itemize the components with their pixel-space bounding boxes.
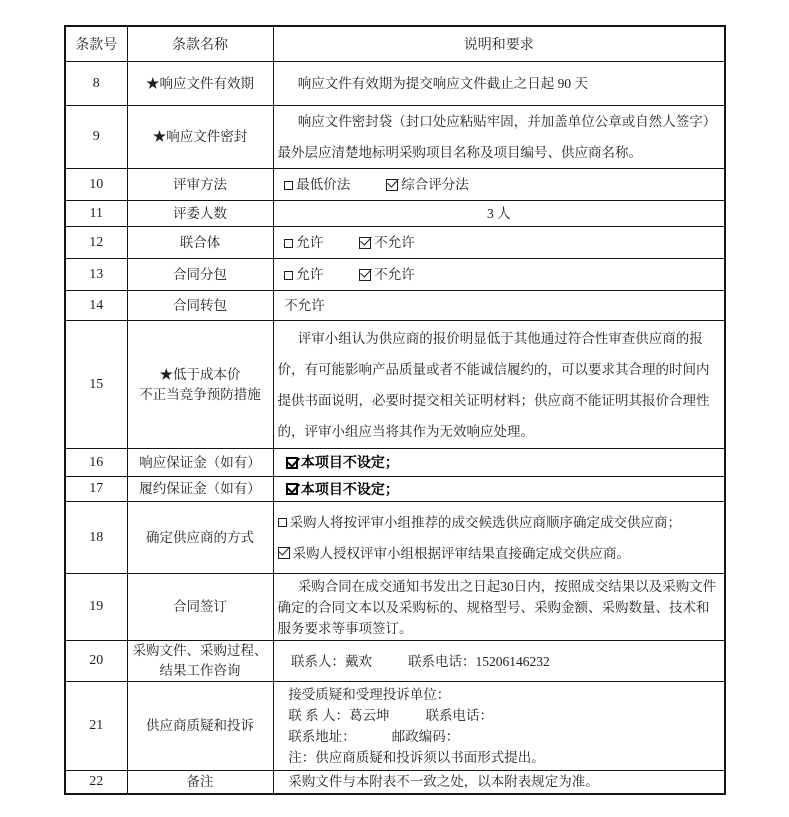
clause-description bbox=[273, 62, 725, 106]
clause-description bbox=[273, 201, 725, 227]
table-row-21 bbox=[65, 682, 725, 771]
table-body bbox=[65, 62, 725, 794]
description-line bbox=[278, 416, 721, 447]
checkbox-checked-icon bbox=[278, 547, 290, 559]
clause-description bbox=[273, 641, 725, 682]
checkbox-unchecked-icon bbox=[284, 239, 293, 248]
header-clause-number: 条款号 bbox=[65, 26, 127, 62]
clause-name-line: 合同转包 bbox=[173, 297, 227, 313]
clause-number: 21 bbox=[65, 682, 127, 771]
table-row-20 bbox=[65, 641, 725, 682]
clause-description bbox=[273, 321, 725, 449]
clause-name-line: 履约保证金（如有） bbox=[139, 481, 261, 496]
checkbox-checked-icon bbox=[359, 269, 371, 281]
description-line bbox=[278, 726, 721, 747]
table-row-10 bbox=[65, 169, 725, 201]
clause-name-line: ★响应文件有效期 bbox=[146, 75, 254, 91]
clause-number: 12 bbox=[65, 227, 127, 259]
clause-name bbox=[127, 641, 273, 682]
text-segment: 联系电话： bbox=[425, 708, 494, 723]
clause-name-line: 合同签订 bbox=[173, 599, 227, 614]
text-segment: 不允许 bbox=[374, 267, 415, 282]
table-row-14 bbox=[65, 291, 725, 321]
text-segment: 采购人将按评审小组推荐的成交候选供应商顺序确定成交供应商； bbox=[289, 514, 681, 530]
checkbox-checked-icon bbox=[286, 457, 298, 469]
text-segment: 最低价法 bbox=[296, 177, 351, 192]
description-line bbox=[278, 576, 721, 597]
description-line bbox=[278, 73, 721, 94]
clause-name-line: ★响应文件密封 bbox=[152, 129, 248, 144]
table-row-15 bbox=[65, 321, 725, 449]
text-segment: 响应文件密封袋（封口处应粘贴牢固，并加盖单位公章或自然人签字） bbox=[297, 114, 717, 129]
text-segment: 的，评审小组应当将其作为无效响应处理。 bbox=[277, 423, 534, 439]
text-segment: 邮政编码： bbox=[391, 729, 460, 744]
clause-description bbox=[273, 169, 725, 201]
clause-name bbox=[127, 62, 273, 106]
text-segment: 价，有可能影响产品质量或者不能诚信履约的，可以要求其合理的时间内 bbox=[277, 361, 710, 377]
text-segment: 允许 bbox=[296, 267, 324, 282]
clause-name bbox=[127, 201, 273, 227]
clause-number: 14 bbox=[65, 291, 127, 321]
checkbox-unchecked-icon bbox=[278, 518, 287, 527]
description-line bbox=[278, 479, 721, 500]
text-segment: 允许 bbox=[296, 235, 324, 250]
header-description: 说明和要求 bbox=[273, 26, 725, 62]
description-line bbox=[278, 354, 721, 385]
clause-name-line: 评委人数 bbox=[173, 205, 227, 221]
text-segment: 联系人：戴欢 bbox=[291, 653, 372, 669]
text-segment: 响应文件有效期为提交响应文件截止之日起 90 天 bbox=[297, 76, 588, 91]
table-row-16 bbox=[65, 449, 725, 477]
description-line bbox=[278, 507, 721, 538]
clause-number: 10 bbox=[65, 169, 127, 201]
text-segment: 本项目不设定； bbox=[300, 454, 399, 470]
text-segment: 服务要求等事项签订。 bbox=[277, 620, 413, 636]
clause-name-line: 采购文件、采购过程、 bbox=[132, 643, 268, 658]
header-clause-name: 条款名称 bbox=[127, 26, 273, 62]
clause-number: 20 bbox=[65, 641, 127, 682]
description-line bbox=[278, 174, 721, 195]
text-segment: 本项目不设定； bbox=[300, 480, 399, 497]
clause-name-line: 结果工作咨询 bbox=[159, 663, 241, 678]
text-segment: 不允许 bbox=[374, 235, 415, 250]
clause-name bbox=[127, 682, 273, 771]
clause-name-line: 合同分包 bbox=[173, 266, 227, 282]
table-row-13 bbox=[65, 259, 725, 291]
clause-number: 19 bbox=[65, 574, 127, 641]
clause-description bbox=[273, 227, 725, 259]
text-segment: 联 系 人：葛云坤 bbox=[288, 708, 390, 723]
clause-number: 16 bbox=[65, 449, 127, 477]
text-segment: 评审小组认为供应商的报价明显低于其他通过符合性审查供应商的报 bbox=[297, 330, 703, 346]
clause-number: 9 bbox=[65, 106, 127, 169]
description-line bbox=[278, 618, 721, 639]
clause-name-line: 不正当竞争预防措施 bbox=[139, 386, 261, 402]
clause-description bbox=[273, 771, 725, 794]
text-segment: 注：供应商质疑和投诉须以书面形式提出。 bbox=[288, 750, 545, 765]
clause-description bbox=[273, 449, 725, 477]
description-line bbox=[278, 232, 721, 253]
checkbox-unchecked-icon bbox=[284, 181, 293, 190]
clause-name bbox=[127, 106, 273, 169]
description-line bbox=[278, 137, 721, 168]
text-segment: 确定的合同文本以及采购标的、规格型号、采购金额、采购数量、技术和 bbox=[277, 599, 710, 615]
description-line bbox=[278, 771, 721, 792]
clause-name bbox=[127, 477, 273, 502]
text-segment: 不允许 bbox=[284, 298, 325, 313]
text-segment: 提供书面说明，必要时提交相关证明材料；供应商不能证明其报价合理性 bbox=[277, 392, 710, 408]
clause-number: 13 bbox=[65, 259, 127, 291]
description-line bbox=[278, 597, 721, 618]
clause-name-line: 联合体 bbox=[179, 234, 221, 250]
description-line bbox=[278, 684, 721, 705]
clause-number: 22 bbox=[65, 771, 127, 794]
clause-name bbox=[127, 291, 273, 321]
table-row-11 bbox=[65, 201, 725, 227]
description-line bbox=[278, 747, 721, 768]
table-row-19 bbox=[65, 574, 725, 641]
clause-name-line: 确定供应商的方式 bbox=[146, 529, 254, 545]
table-header-row bbox=[65, 26, 725, 62]
clause-name bbox=[127, 169, 273, 201]
table-row-22 bbox=[65, 771, 725, 794]
text-segment: 3 人 bbox=[486, 206, 511, 221]
clause-name-line: 响应保证金（如有） bbox=[139, 454, 261, 470]
clause-name bbox=[127, 502, 273, 574]
table-row-9 bbox=[65, 106, 725, 169]
clause-name-line: ★低于成本价 bbox=[159, 366, 241, 382]
text-segment: 联系电话：15206146232 bbox=[408, 653, 550, 669]
description-line bbox=[278, 705, 721, 726]
clause-description bbox=[273, 574, 725, 641]
table-row-8 bbox=[65, 62, 725, 106]
clause-description bbox=[273, 106, 725, 169]
clause-name bbox=[127, 259, 273, 291]
text-segment: 综合评分法 bbox=[401, 177, 469, 192]
checkbox-checked-icon bbox=[359, 237, 371, 249]
text-segment: 采购文件与本附表不一致之处，以本附表规定为准。 bbox=[288, 774, 599, 790]
clause-description bbox=[273, 291, 725, 321]
clause-number: 15 bbox=[65, 321, 127, 449]
clause-number: 18 bbox=[65, 502, 127, 574]
description-line bbox=[278, 538, 721, 569]
checkbox-checked-icon bbox=[286, 483, 298, 495]
clauses-table bbox=[64, 25, 726, 795]
clause-description bbox=[273, 477, 725, 502]
clause-name-line: 供应商质疑和投诉 bbox=[146, 718, 254, 733]
clause-number: 11 bbox=[65, 201, 127, 227]
description-line bbox=[278, 385, 721, 416]
description-line bbox=[278, 295, 721, 316]
description-line bbox=[278, 264, 721, 285]
clause-description bbox=[273, 682, 725, 771]
clause-description bbox=[273, 259, 725, 291]
description-line bbox=[278, 651, 721, 672]
description-line bbox=[278, 203, 721, 224]
text-segment: 采购合同在成交通知书发出之日起30日内，按照成交结果以及采购文件 bbox=[297, 578, 717, 594]
text-segment: 联系地址： bbox=[288, 729, 356, 744]
clause-name bbox=[127, 771, 273, 794]
text-segment: 接受质疑和受理投诉单位： bbox=[288, 687, 451, 702]
text-segment: 采购人授权评审小组根据评审结果直接确定成交供应商。 bbox=[292, 545, 630, 561]
description-line bbox=[278, 106, 721, 137]
clause-number: 17 bbox=[65, 477, 127, 502]
table-row-18 bbox=[65, 502, 725, 574]
clause-name bbox=[127, 574, 273, 641]
clause-name-line: 备注 bbox=[186, 773, 214, 789]
checkbox-unchecked-icon bbox=[284, 271, 293, 280]
clause-name-line: 评审方法 bbox=[173, 176, 227, 192]
clause-name bbox=[127, 321, 273, 449]
clause-number: 8 bbox=[65, 62, 127, 106]
table-row-17 bbox=[65, 477, 725, 502]
clause-description bbox=[273, 502, 725, 574]
clause-name bbox=[127, 449, 273, 477]
clause-name bbox=[127, 227, 273, 259]
text-segment: 最外层应清楚地标明采购项目名称及项目编号、供应商名称。 bbox=[277, 145, 642, 160]
description-line bbox=[278, 452, 721, 473]
checkbox-checked-icon bbox=[386, 179, 398, 191]
table-row-12 bbox=[65, 227, 725, 259]
description-line bbox=[278, 323, 721, 354]
